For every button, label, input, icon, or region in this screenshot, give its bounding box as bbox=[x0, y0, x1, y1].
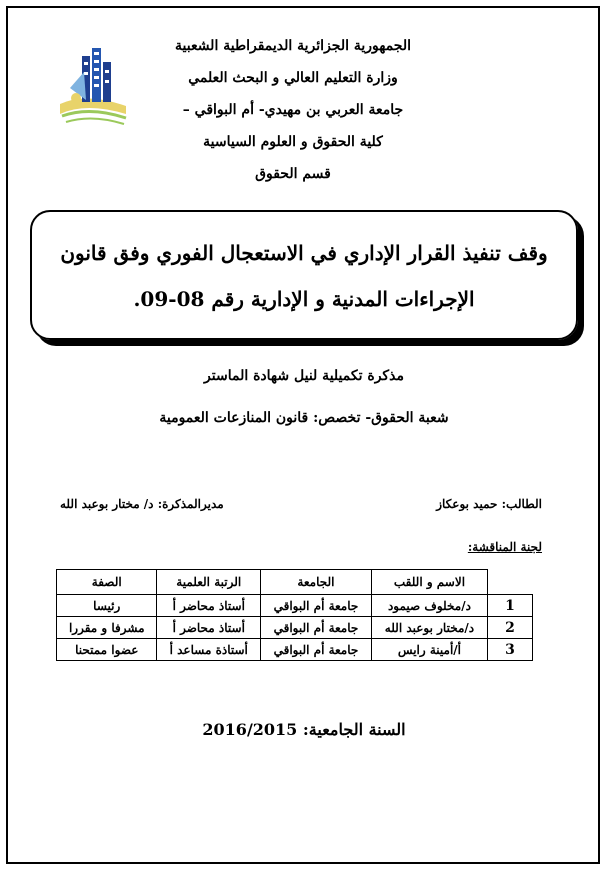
member-rank: أستاذ محاضر أ bbox=[157, 595, 261, 617]
table-row bbox=[57, 639, 533, 661]
table-row bbox=[57, 617, 533, 639]
university-logo-icon bbox=[56, 42, 132, 132]
member-name: أ/أمينة رايس bbox=[371, 639, 487, 661]
committee-table bbox=[56, 569, 533, 661]
thesis-title-line-2: الإجراءات المدنية و الإدارية رقم 08-09. bbox=[133, 287, 475, 311]
table-row bbox=[57, 595, 533, 617]
thesis-title-line-1: وقف تنفيذ القرار الإداري في الاستعجال الفوري وفق قانون bbox=[60, 241, 548, 265]
committee-header-row bbox=[57, 570, 533, 595]
committee-label: لجنة المناقشة: bbox=[467, 540, 542, 554]
member-university: جامعة أم البواقي bbox=[261, 617, 372, 639]
row-number: 1 bbox=[488, 595, 533, 617]
header-line-department: قسم الحقوق bbox=[255, 166, 331, 182]
member-university: جامعة أم البواقي bbox=[261, 639, 372, 661]
supervisor-name: مديرالمذكرة: د/ مختار بوعبد الله bbox=[60, 497, 224, 511]
member-name: د/مخلوف صيمود bbox=[371, 595, 487, 617]
header-rank: الرتبة العلمية bbox=[157, 570, 261, 595]
thesis-type: مذكرة تكميلية لنيل شهادة الماستر bbox=[204, 368, 404, 384]
header-name: الاسم و اللقب bbox=[371, 570, 487, 595]
student-name: الطالب: حميد بوعكاز bbox=[436, 497, 542, 511]
header-line-faculty: كلية الحقوق و العلوم السياسية bbox=[203, 134, 383, 150]
member-role: رئيسا bbox=[57, 595, 157, 617]
header-line-university: جامعة العربي بن مهيدي- أم البواقي – bbox=[182, 102, 404, 118]
thesis-title-box bbox=[30, 210, 578, 340]
member-role: عضوا ممتحنا bbox=[57, 639, 157, 661]
member-rank: أستاذة مساعد أ bbox=[157, 639, 261, 661]
row-number: 3 bbox=[488, 639, 533, 661]
specialty: شعبة الحقوق- تخصص: قانون المنازعات العمومية bbox=[159, 410, 449, 426]
header-blank-cell bbox=[488, 570, 533, 595]
academic-year: السنة الجامعية: 2016/2015 bbox=[202, 720, 406, 739]
header-university: الجامعة bbox=[261, 570, 372, 595]
header-line-republic: الجمهورية الجزائرية الديمقراطية الشعبية bbox=[174, 38, 411, 54]
header-line-ministry: وزارة التعليم العالي و البحث العلمي bbox=[188, 70, 398, 86]
row-number: 2 bbox=[488, 617, 533, 639]
header-role: الصفة bbox=[57, 570, 157, 595]
member-university: جامعة أم البواقي bbox=[261, 595, 372, 617]
member-rank: أستاذ محاضر أ bbox=[157, 617, 261, 639]
institution-header bbox=[128, 34, 458, 194]
member-name: د/مختار بوعبد الله bbox=[371, 617, 487, 639]
member-role: مشرفا و مقررا bbox=[57, 617, 157, 639]
